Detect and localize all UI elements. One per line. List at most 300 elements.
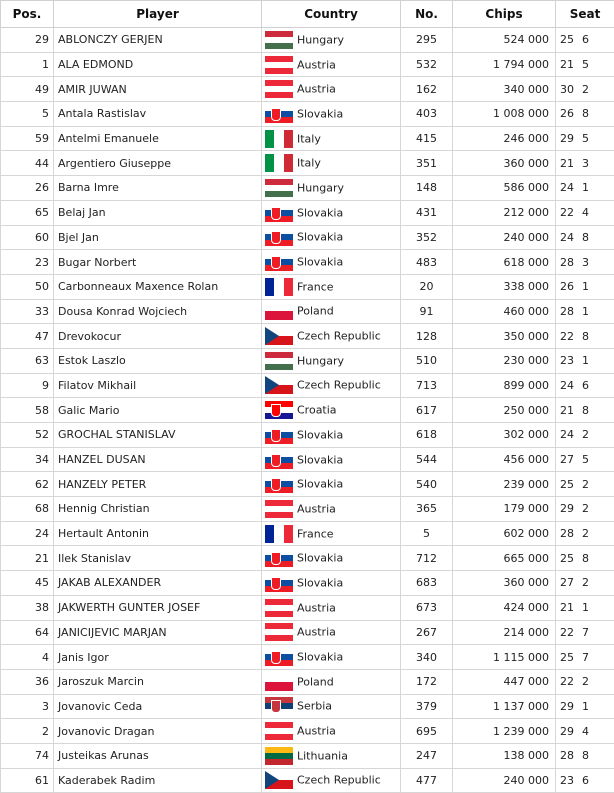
country-cell [262, 743, 401, 768]
player-name-cell[interactable]: Jaroszuk Marcin [54, 669, 262, 694]
table-number: 26 [560, 107, 574, 120]
seat-cell [556, 472, 614, 497]
table-row[interactable] [1, 447, 614, 472]
flag-stripe [265, 302, 293, 311]
player-name-cell[interactable]: GROCHAL STANISLAV [54, 423, 262, 448]
player-name-cell[interactable]: Bjel Jan [54, 225, 262, 250]
table-row[interactable] [1, 151, 614, 176]
player-number-cell: 267 [401, 620, 453, 645]
country-cell [262, 324, 401, 349]
table-number: 30 [560, 83, 574, 96]
table-number: 29 [560, 132, 574, 145]
chips-cell: 665 000 [453, 546, 556, 571]
country-name: Croatia [297, 404, 337, 417]
flag-emblem [271, 700, 281, 713]
flag-stripe [284, 154, 293, 172]
flag-icon [265, 623, 293, 641]
country-cell [262, 28, 401, 53]
header-chips[interactable]: Chips [453, 1, 556, 28]
chips-cell: 586 000 [453, 176, 556, 201]
player-name-cell[interactable]: Jovanovic Ceda [54, 694, 262, 719]
country-name: Serbia [297, 700, 332, 713]
player-name-cell[interactable]: JANICIJEVIC MARJAN [54, 620, 262, 645]
header-country[interactable]: Country [262, 1, 401, 28]
player-name-cell[interactable]: Argentiero Giuseppe [54, 151, 262, 176]
position-cell: 36 [1, 669, 54, 694]
player-name-cell[interactable]: Filatov Mikhail [54, 373, 262, 398]
player-name-cell[interactable]: Drevokocur [54, 324, 262, 349]
country-name: Lithuania [297, 749, 348, 762]
player-name-cell[interactable]: JAKAB ALEXANDER [54, 571, 262, 596]
player-name-cell[interactable]: Ilek Stanislav [54, 546, 262, 571]
seat-cell [556, 77, 614, 102]
flag-stripe [265, 611, 293, 617]
flag-icon [265, 697, 293, 715]
seat-cell [556, 546, 614, 571]
position-cell: 63 [1, 348, 54, 373]
flag-stripe [265, 673, 293, 682]
player-name-cell[interactable]: Jovanovic Dragan [54, 719, 262, 744]
country-cell [262, 447, 401, 472]
table-row[interactable] [1, 348, 614, 373]
header-pos[interactable]: Pos. [1, 1, 54, 28]
position-cell: 64 [1, 620, 54, 645]
chips-cell: 340 000 [453, 77, 556, 102]
country-name: Slovakia [297, 651, 343, 664]
flag-icon [265, 574, 293, 592]
position-cell: 59 [1, 126, 54, 151]
seat-number: 7 [582, 651, 596, 664]
seat-number: 1 [582, 601, 596, 614]
table-row[interactable] [1, 77, 614, 102]
table-row[interactable] [1, 398, 614, 423]
player-name-cell[interactable]: Hertault Antonin [54, 521, 262, 546]
player-name-cell[interactable]: Estok Laszlo [54, 348, 262, 373]
table-row[interactable] [1, 521, 614, 546]
country-cell [262, 546, 401, 571]
chips-cell: 899 000 [453, 373, 556, 398]
chips-cell: 212 000 [453, 200, 556, 225]
player-name-cell[interactable]: AMIR JUWAN [54, 77, 262, 102]
position-cell: 62 [1, 472, 54, 497]
flag-icon [265, 401, 293, 419]
seat-cell [556, 620, 614, 645]
country-name: Austria [297, 58, 336, 71]
table-number: 26 [560, 280, 574, 293]
table-row[interactable] [1, 719, 614, 744]
table-number: 23 [560, 774, 574, 787]
country-name: Poland [297, 305, 334, 318]
flag-stripe [284, 525, 293, 543]
player-number-cell: 713 [401, 373, 453, 398]
flag-emblem [271, 552, 281, 565]
position-cell: 3 [1, 694, 54, 719]
chips-cell: 424 000 [453, 595, 556, 620]
player-number-cell: 352 [401, 225, 453, 250]
flag-emblem [271, 478, 281, 491]
chips-cell: 179 000 [453, 497, 556, 522]
seat-cell [556, 348, 614, 373]
table-number: 21 [560, 404, 574, 417]
table-row[interactable] [1, 743, 614, 768]
country-name: Slovakia [297, 478, 343, 491]
country-cell [262, 719, 401, 744]
table-row[interactable] [1, 497, 614, 522]
table-number: 21 [560, 58, 574, 71]
table-number: 27 [560, 453, 574, 466]
player-number-cell: 431 [401, 200, 453, 225]
country-name: Austria [297, 626, 336, 639]
flag-icon [265, 278, 293, 296]
header-no[interactable]: No. [401, 1, 453, 28]
seat-cell [556, 694, 614, 719]
country-name: Hungary [297, 33, 344, 46]
flag-icon [265, 376, 293, 394]
flag-emblem [271, 651, 281, 664]
header-player[interactable]: Player [54, 1, 262, 28]
country-name: Italy [297, 132, 321, 145]
seat-number: 2 [582, 527, 596, 540]
country-cell [262, 472, 401, 497]
table-number: 24 [560, 428, 574, 441]
flag-emblem [271, 577, 281, 590]
chips-cell: 1 239 000 [453, 719, 556, 744]
table-number: 28 [560, 305, 574, 318]
position-cell: 50 [1, 274, 54, 299]
player-name-cell[interactable]: Barna Imre [54, 176, 262, 201]
table-row[interactable] [1, 299, 614, 324]
player-number-cell: 5 [401, 521, 453, 546]
player-name-cell[interactable]: ALA EDMOND [54, 52, 262, 77]
table-number: 24 [560, 379, 574, 392]
player-number-cell: 617 [401, 398, 453, 423]
player-number-cell: 618 [401, 423, 453, 448]
flag-icon [265, 31, 293, 49]
country-cell [262, 299, 401, 324]
player-number-cell: 510 [401, 348, 453, 373]
country-cell [262, 571, 401, 596]
position-cell: 33 [1, 299, 54, 324]
seat-number: 3 [582, 157, 596, 170]
chips-cell: 246 000 [453, 126, 556, 151]
player-number-cell: 540 [401, 472, 453, 497]
seat-cell [556, 102, 614, 127]
country-cell [262, 497, 401, 522]
table-number: 22 [560, 330, 574, 343]
seat-cell [556, 768, 614, 793]
seat-number: 1 [582, 305, 596, 318]
table-row[interactable] [1, 571, 614, 596]
player-name-cell[interactable]: ABLONCZY GERJEN [54, 28, 262, 53]
table-row[interactable] [1, 595, 614, 620]
flag-icon [265, 648, 293, 666]
player-name-cell[interactable]: Antala Rastislav [54, 102, 262, 127]
table-row[interactable] [1, 126, 614, 151]
country-name: Austria [297, 601, 336, 614]
flag-icon [265, 426, 293, 444]
flag-triangle [265, 327, 279, 345]
table-number: 27 [560, 576, 574, 589]
header-seat[interactable]: Seat [556, 1, 614, 28]
flag-emblem [271, 404, 281, 417]
country-cell [262, 250, 401, 275]
table-row[interactable] [1, 28, 614, 53]
flag-emblem [271, 454, 281, 467]
player-number-cell: 247 [401, 743, 453, 768]
table-number: 28 [560, 527, 574, 540]
country-name: Czech Republic [297, 774, 381, 787]
country-cell [262, 52, 401, 77]
player-name-cell[interactable]: Belaj Jan [54, 200, 262, 225]
seat-number: 2 [582, 675, 596, 688]
country-cell [262, 669, 401, 694]
country-cell [262, 77, 401, 102]
position-cell: 45 [1, 571, 54, 596]
table-row[interactable] [1, 645, 614, 670]
seat-cell [556, 176, 614, 201]
table-row[interactable] [1, 423, 614, 448]
player-number-cell: 483 [401, 250, 453, 275]
country-name: Slovakia [297, 576, 343, 589]
flag-triangle [265, 376, 279, 394]
flag-stripe [265, 191, 293, 197]
flag-emblem [271, 256, 281, 269]
player-number-cell: 295 [401, 28, 453, 53]
country-name: Austria [297, 725, 336, 738]
flag-stripe [265, 130, 274, 148]
table-number: 29 [560, 700, 574, 713]
flag-icon [265, 500, 293, 518]
seat-number: 5 [582, 58, 596, 71]
table-number: 24 [560, 231, 574, 244]
seat-cell [556, 398, 614, 423]
seat-number: 6 [582, 33, 596, 46]
player-number-cell: 128 [401, 324, 453, 349]
chips-cell: 138 000 [453, 743, 556, 768]
player-name-cell[interactable]: Janis Igor [54, 645, 262, 670]
country-cell [262, 694, 401, 719]
flag-icon [265, 253, 293, 271]
seat-number: 2 [582, 502, 596, 515]
player-name-cell[interactable]: Galic Mario [54, 398, 262, 423]
table-row[interactable] [1, 620, 614, 645]
player-number-cell: 544 [401, 447, 453, 472]
flag-stripe [265, 364, 293, 370]
seat-cell [556, 52, 614, 77]
table-number: 29 [560, 725, 574, 738]
chips-cell: 456 000 [453, 447, 556, 472]
flag-icon [265, 451, 293, 469]
flag-stripe [274, 278, 283, 296]
country-name: Hungary [297, 354, 344, 367]
country-name: France [297, 280, 334, 293]
country-name: Austria [297, 502, 336, 515]
flag-icon [265, 80, 293, 98]
table-row[interactable] [1, 102, 614, 127]
table-number: 25 [560, 33, 574, 46]
seat-cell [556, 595, 614, 620]
country-cell [262, 126, 401, 151]
chips-cell: 602 000 [453, 521, 556, 546]
seat-number: 5 [582, 132, 596, 145]
table-number: 25 [560, 552, 574, 565]
table-row[interactable] [1, 250, 614, 275]
chips-cell: 338 000 [453, 274, 556, 299]
player-number-cell: 148 [401, 176, 453, 201]
table-row[interactable] [1, 52, 614, 77]
player-number-cell: 712 [401, 546, 453, 571]
flag-emblem [271, 108, 281, 121]
player-number-cell: 415 [401, 126, 453, 151]
player-name-cell[interactable]: Justeikas Arunas [54, 743, 262, 768]
flag-stripe [274, 154, 283, 172]
country-cell [262, 398, 401, 423]
seat-cell [556, 225, 614, 250]
seat-cell [556, 28, 614, 53]
table-number: 29 [560, 502, 574, 515]
table-row[interactable] [1, 669, 614, 694]
country-name: Hungary [297, 181, 344, 194]
player-name-cell[interactable]: HANZELY PETER [54, 472, 262, 497]
seat-number: 6 [582, 379, 596, 392]
flag-stripe [265, 154, 274, 172]
country-name: Poland [297, 675, 334, 688]
seat-cell [556, 324, 614, 349]
position-cell: 68 [1, 497, 54, 522]
seat-cell [556, 497, 614, 522]
country-name: Slovakia [297, 107, 343, 120]
flag-icon [265, 302, 293, 320]
seat-number: 8 [582, 231, 596, 244]
country-name: Czech Republic [297, 330, 381, 343]
player-name-cell[interactable]: JAKWERTH GUNTER JOSEF [54, 595, 262, 620]
flag-stripe [274, 525, 283, 543]
table-row[interactable] [1, 472, 614, 497]
player-number-cell: 532 [401, 52, 453, 77]
chips-cell: 1 794 000 [453, 52, 556, 77]
country-name: France [297, 527, 334, 540]
player-name-cell[interactable]: Dousa Konrad Wojciech [54, 299, 262, 324]
table-row[interactable] [1, 768, 614, 793]
position-cell: 65 [1, 200, 54, 225]
seat-cell [556, 151, 614, 176]
player-name-cell[interactable]: Carbonneaux Maxence Rolan [54, 274, 262, 299]
position-cell: 44 [1, 151, 54, 176]
chips-cell: 250 000 [453, 398, 556, 423]
player-number-cell: 91 [401, 299, 453, 324]
flag-icon [265, 130, 293, 148]
player-number-cell: 162 [401, 77, 453, 102]
player-name-cell[interactable]: Hennig Christian [54, 497, 262, 522]
player-name-cell[interactable]: Antelmi Emanuele [54, 126, 262, 151]
position-cell: 38 [1, 595, 54, 620]
table-row[interactable] [1, 324, 614, 349]
position-cell: 52 [1, 423, 54, 448]
seat-cell [556, 373, 614, 398]
table-row[interactable] [1, 694, 614, 719]
position-cell: 47 [1, 324, 54, 349]
flag-icon [265, 599, 293, 617]
country-name: Slovakia [297, 256, 343, 269]
player-number-cell: 695 [401, 719, 453, 744]
table-row[interactable] [1, 546, 614, 571]
seat-number: 1 [582, 280, 596, 293]
player-name-cell[interactable]: Bugar Norbert [54, 250, 262, 275]
table-number: 25 [560, 651, 574, 664]
chips-cell: 1 115 000 [453, 645, 556, 670]
table-row[interactable] [1, 176, 614, 201]
flag-emblem [271, 429, 281, 442]
table-number: 28 [560, 749, 574, 762]
seat-number: 2 [582, 478, 596, 491]
country-cell [262, 348, 401, 373]
seat-cell [556, 299, 614, 324]
seat-number: 2 [582, 83, 596, 96]
seat-cell [556, 200, 614, 225]
flag-stripe [265, 92, 293, 98]
position-cell: 61 [1, 768, 54, 793]
player-name-cell[interactable]: Kaderabek Radim [54, 768, 262, 793]
seat-number: 2 [582, 428, 596, 441]
flag-icon [265, 352, 293, 370]
flag-emblem [271, 231, 281, 244]
position-cell: 2 [1, 719, 54, 744]
flag-icon [265, 154, 293, 172]
flag-icon [265, 228, 293, 246]
chips-cell: 1 137 000 [453, 694, 556, 719]
table-row[interactable] [1, 373, 614, 398]
player-number-cell: 673 [401, 595, 453, 620]
seat-number: 8 [582, 330, 596, 343]
flag-triangle [265, 771, 279, 789]
country-cell [262, 521, 401, 546]
flag-stripe [265, 525, 274, 543]
chips-cell: 240 000 [453, 768, 556, 793]
table-number: 22 [560, 675, 574, 688]
country-name: Slovakia [297, 453, 343, 466]
table-row[interactable] [1, 274, 614, 299]
flag-icon [265, 747, 293, 765]
table-number: 25 [560, 478, 574, 491]
flag-icon [265, 105, 293, 123]
country-cell [262, 200, 401, 225]
seat-cell [556, 274, 614, 299]
position-cell: 9 [1, 373, 54, 398]
flag-icon [265, 179, 293, 197]
country-name: Slovakia [297, 552, 343, 565]
seat-number: 1 [582, 354, 596, 367]
player-number-cell: 20 [401, 274, 453, 299]
seat-number: 1 [582, 181, 596, 194]
country-cell [262, 225, 401, 250]
table-row[interactable] [1, 200, 614, 225]
flag-icon [265, 475, 293, 493]
table-number: 21 [560, 157, 574, 170]
seat-cell [556, 743, 614, 768]
position-cell: 21 [1, 546, 54, 571]
country-name: Slovakia [297, 206, 343, 219]
player-number-cell: 351 [401, 151, 453, 176]
flag-stripe [265, 512, 293, 518]
country-name: Czech Republic [297, 379, 381, 392]
chips-cell: 302 000 [453, 423, 556, 448]
table-row[interactable] [1, 225, 614, 250]
seat-number: 4 [582, 725, 596, 738]
seat-number: 4 [582, 206, 596, 219]
country-cell [262, 151, 401, 176]
player-name-cell[interactable]: HANZEL DUSAN [54, 447, 262, 472]
flag-stripe [265, 734, 293, 740]
